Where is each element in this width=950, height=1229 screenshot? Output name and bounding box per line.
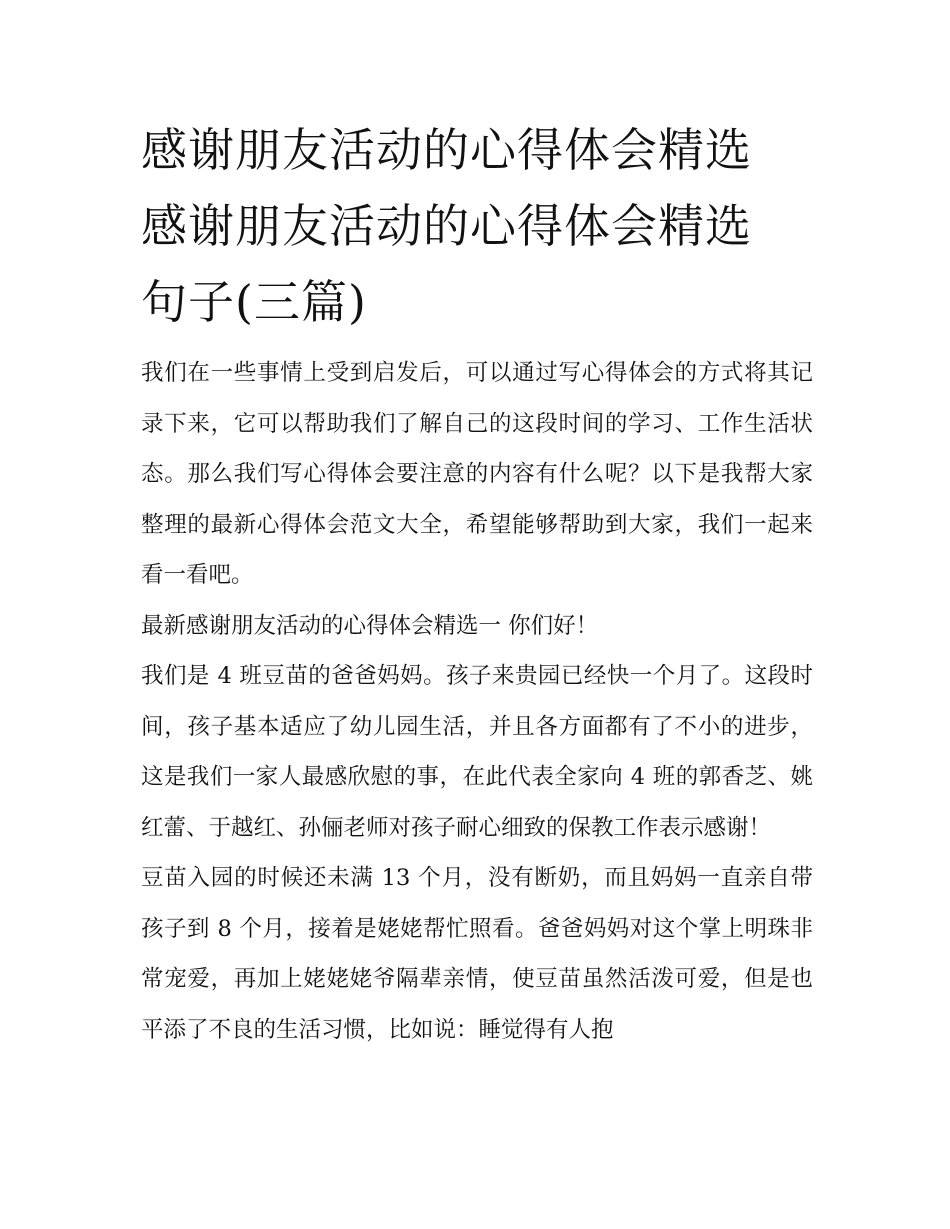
body-paragraph: 我们是 4 班豆苗的爸爸妈妈。孩子来贵园已经快一个月了。这段时间，孩子基本适应了幼儿园生活，并且各方面都有了不小的进步，这是我们一家人最感欣慰的事，在此代表全家向 4 班的郭香芝、姚红蕾、于越红、孙俪老师对孩子耐心细致的保教工作表示感谢！	[141, 663, 813, 841]
title-line: 句子(三篇)	[141, 275, 367, 329]
section-heading-paragraph: 最新感谢朋友活动的心得体会精选一 你们好！	[141, 612, 599, 639]
intro-paragraph: 我们在一些事情上受到启发后，可以通过写心得体会的方式将其记录下来，它可以帮助我们了解自己的这段时间的学习、工作生活状态。那么我们写心得体会要注意的内容有什么呢？以下是我帮大家整理的最新心得体会范文大全，希望能够帮助到大家，我们一起来看一看吧。	[141, 360, 813, 588]
document-body	[141, 348, 813, 1055]
title-line: 感谢朋友活动的心得体会精选	[141, 123, 752, 177]
document-title	[141, 112, 813, 340]
body-paragraph: 豆苗入园的时候还未满 13 个月，没有断奶，而且妈妈一直亲自带孩子到 8 个月，接着是姥姥帮忙照看。爸爸妈妈对这个掌上明珠非常宠爱，再加上姥姥姥爷隔辈亲情，使豆苗虽然活泼可爱，但是也平添了不良的生活习惯，比如说：睡觉得有人抱	[141, 865, 813, 1043]
title-line: 感谢朋友活动的心得体会精选	[141, 199, 752, 253]
document-page	[141, 112, 813, 1055]
